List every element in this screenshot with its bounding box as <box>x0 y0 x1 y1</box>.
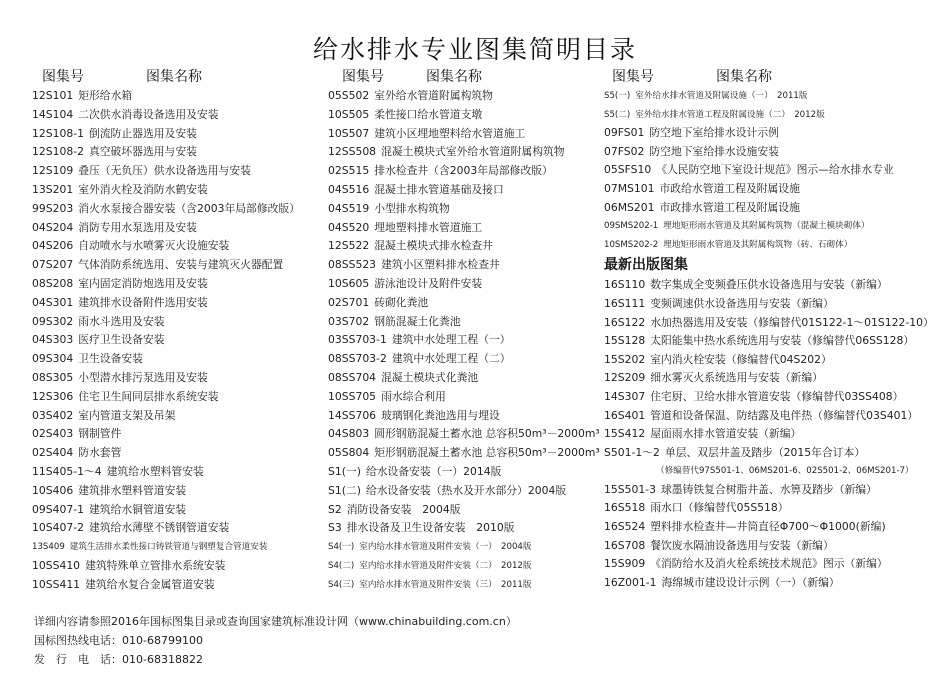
atlas-code: 11S405-1～4 <box>32 464 102 478</box>
atlas-code: 02S701 <box>328 295 370 309</box>
catalog-entry <box>32 87 322 106</box>
atlas-name: 混凝土模块式室外给水管道附属构筑物 <box>381 145 565 159</box>
atlas-code: 12SS508 <box>328 145 377 159</box>
atlas-code: 14S104 <box>32 107 74 121</box>
catalog-entry <box>604 180 946 199</box>
atlas-code: 16S401 <box>604 408 646 422</box>
catalog-entry <box>328 200 606 219</box>
atlas-name: （修编替代97S501-1、06MS201-6、02S501-2、06MS201-7） <box>656 466 914 477</box>
catalog-entry <box>328 482 606 501</box>
catalog-entry <box>328 219 606 238</box>
atlas-name: 住宅卫生间同层排水系统安装 <box>78 389 219 403</box>
atlas-code: S1(二) <box>328 483 361 497</box>
atlas-code: 06MS201 <box>604 200 655 214</box>
header-code: 图集号 <box>42 69 84 85</box>
atlas-name: 室内给水排水管道及附件安装（三） 2011版 <box>359 579 532 590</box>
atlas-name: 混凝土模块式化粪池 <box>381 370 479 384</box>
atlas-name: 矩形钢筋混凝土蓄水池 总容积50m³－2000m³ <box>374 446 600 460</box>
atlas-name: 室内管道支架及吊架 <box>78 408 176 422</box>
atlas-code: 10SS411 <box>32 577 81 591</box>
footer-hotline: 国标图热线电话：010-68799100 <box>34 634 203 647</box>
catalog-entry <box>604 425 946 444</box>
atlas-name: 建筑给水复合金属管道安装 <box>85 577 215 591</box>
atlas-name: 建筑小区塑料排水检查井 <box>381 258 500 272</box>
atlas-name: 防水套管 <box>78 446 122 460</box>
catalog-entry <box>328 143 606 162</box>
atlas-name: 建筑给水塑料管安装 <box>106 464 204 478</box>
catalog-entry <box>328 162 606 181</box>
atlas-code: 16S111 <box>604 296 646 310</box>
catalog-entry <box>32 313 322 332</box>
atlas-name: 消防专用水泵选用及安装 <box>78 220 197 234</box>
catalog-entry <box>32 576 322 595</box>
atlas-name: 《人民防空地下室设计规范》图示—给水排水专业 <box>656 163 894 177</box>
atlas-code: 08SS704 <box>328 370 377 384</box>
atlas-name: 室外消火栓及消防水鹤安装 <box>78 182 208 196</box>
atlas-code: 12S306 <box>32 389 74 403</box>
catalog-entry <box>32 519 322 538</box>
atlas-code: 03SS703-1 <box>328 333 387 347</box>
catalog-entry <box>32 256 322 275</box>
atlas-name: 建筑小区埋地塑料给水管道施工 <box>374 126 526 140</box>
catalog-entry <box>328 256 606 275</box>
atlas-code: 10S507 <box>328 126 370 140</box>
catalog-entry <box>604 388 946 407</box>
atlas-name: 圆形钢筋混凝土蓄水池 总容积50m³－2000m³ <box>374 427 600 441</box>
catalog-entry <box>328 331 606 350</box>
catalog-entry <box>328 501 606 520</box>
catalog-entry <box>328 388 606 407</box>
catalog-entry <box>32 125 322 144</box>
atlas-name: 给水设备安装（热水及开水部分）2004版 <box>365 483 567 497</box>
header-name: 图集名称 <box>426 69 482 85</box>
atlas-name: 小型潜水排污泵选用及安装 <box>78 370 208 384</box>
atlas-name: 变频调速供水设备选用与安装（新编） <box>650 296 834 310</box>
atlas-code: 04S520 <box>328 220 370 234</box>
atlas-code: 15S501-3 <box>604 482 656 496</box>
catalog-entry <box>604 199 946 218</box>
atlas-name: 医疗卫生设备安装 <box>78 333 165 347</box>
catalog-entry <box>328 350 606 369</box>
atlas-name: 埋地矩形雨水管道及其附属构筑物（砖、石砌体） <box>663 239 853 250</box>
atlas-name: 柔性接口给水管道支墩 <box>374 107 483 121</box>
catalog-entry <box>604 518 946 537</box>
catalog-entry <box>32 219 322 238</box>
catalog-entry <box>604 444 946 463</box>
header-code: 图集号 <box>612 69 654 85</box>
atlas-code: 02S515 <box>328 164 370 178</box>
catalog-entry <box>328 407 606 426</box>
atlas-code: 09FS01 <box>604 126 645 140</box>
atlas-code: 10SS410 <box>32 558 81 572</box>
atlas-code: S5(二) <box>604 109 631 120</box>
footer <box>34 612 934 669</box>
catalog-entry <box>604 236 946 255</box>
atlas-name: 建筑给水铜管道安装 <box>88 502 187 516</box>
atlas-name: 市政排水管道工程及附属设施 <box>659 200 800 214</box>
atlas-code: 09SMS202-1 <box>604 221 659 232</box>
atlas-name: 数字集成全变频叠压供水设备选用与安装（新编） <box>650 278 888 292</box>
catalog-entry <box>32 501 322 520</box>
atlas-name: 管道和设备保温、防结露及电伴热（修编替代03S401） <box>650 408 919 422</box>
atlas-name: 水加热器选用及安装（修编替代01S122-1～01S122-10） <box>650 315 934 329</box>
catalog-entry <box>32 388 322 407</box>
atlas-code: 10SMS202-2 <box>604 239 659 250</box>
catalog-entry <box>328 87 606 106</box>
atlas-name: 雨水斗选用及安装 <box>78 314 165 328</box>
catalog-entry <box>604 407 946 426</box>
catalog-entry <box>604 143 946 162</box>
atlas-name: 太阳能集中热水系统选用与安装（修编替代06SS128） <box>650 334 915 348</box>
catalog-entry <box>604 555 946 574</box>
atlas-name: 砖砌化粪池 <box>374 295 429 309</box>
catalog-entry <box>32 294 322 313</box>
atlas-name: 钢制管件 <box>78 427 122 441</box>
catalog-entry <box>604 295 946 314</box>
atlas-code: 10S505 <box>328 107 370 121</box>
catalog-list-right <box>604 87 946 254</box>
catalog-entry <box>328 313 606 332</box>
atlas-name: 防空地下室给排水设计示例 <box>649 126 779 140</box>
atlas-name: 市政给水管道工程及附属设施 <box>659 181 800 195</box>
catalog-entry <box>604 217 946 236</box>
atlas-code: 12S209 <box>604 371 646 385</box>
catalog-entry <box>328 237 606 256</box>
atlas-code: 05S502 <box>328 89 370 102</box>
catalog-entry <box>32 143 322 162</box>
column-header <box>32 68 322 87</box>
atlas-name: 防空地下室给排水设施安装 <box>649 144 779 158</box>
atlas-name: 建筑排水塑料管道安装 <box>78 483 187 497</box>
catalog-entry <box>604 106 946 125</box>
footer-reference-note: 详细内容请参照2016年国标图集目录或查询国家建筑标准设计网（www.chinabuilding.com.cn） <box>34 615 517 628</box>
atlas-code: 04S204 <box>32 220 74 234</box>
atlas-code: 07FS02 <box>604 144 645 158</box>
page-title: 给水排水专业图集简明目录 <box>312 35 637 64</box>
atlas-code: S501-1～2 <box>604 445 660 459</box>
catalog-entry <box>328 576 606 595</box>
atlas-code: 02S404 <box>32 446 74 460</box>
atlas-name: 埋地塑料排水管道施工 <box>374 220 483 234</box>
atlas-code: 16Z001-1 <box>604 575 657 589</box>
catalog-entry <box>328 369 606 388</box>
atlas-name: 玻璃钢化粪池选用与埋设 <box>381 408 500 422</box>
catalog-entry <box>328 106 606 125</box>
atlas-name: 矩形给水箱 <box>78 89 133 102</box>
catalog-entry <box>604 462 946 481</box>
atlas-code: 10S605 <box>328 276 370 290</box>
atlas-code: 12S109 <box>32 164 74 178</box>
atlas-name: 钢筋混凝土化粪池 <box>374 314 461 328</box>
catalog-entry <box>32 369 322 388</box>
catalog-entry <box>32 444 322 463</box>
atlas-name: 单层、双层井盖及踏步（2015年合订本） <box>664 445 866 459</box>
catalog-entry <box>328 557 606 576</box>
atlas-name: 室内消火栓安装（修编替代04S202） <box>650 352 832 366</box>
catalog-entry <box>604 574 946 593</box>
atlas-name: 消火水泵接合器安装（含2003年局部修改版） <box>78 201 301 215</box>
atlas-code: 09S304 <box>32 352 74 366</box>
atlas-name: 室内给水排水管道及附件安装（一） 2004版 <box>359 542 532 553</box>
atlas-code: 08S208 <box>32 276 74 290</box>
atlas-code: 07MS101 <box>604 181 655 195</box>
catalog-entry <box>328 294 606 313</box>
atlas-code: 12S108-1 <box>32 126 84 140</box>
atlas-name: 塑料排水检查井—井筒直径Φ700～Φ1000(新编) <box>650 520 886 534</box>
atlas-name: 餐饮废水隔油设备选用与安装（新编） <box>650 538 834 552</box>
catalog-entry <box>328 444 606 463</box>
catalog-entry <box>32 275 322 294</box>
atlas-name: 建筑给水薄壁不锈钢管道安装 <box>88 521 230 535</box>
atlas-code: 16S518 <box>604 501 646 515</box>
atlas-name: 室内固定消防炮选用及安装 <box>78 276 208 290</box>
catalog-entry <box>32 181 322 200</box>
catalog-entry <box>604 87 946 106</box>
atlas-code: 02S403 <box>32 427 74 441</box>
atlas-name: 真空破坏器选用与安装 <box>88 145 197 159</box>
footer-distribution-phone: 发 行 电 话：010-68318822 <box>34 653 203 666</box>
catalog-entry <box>32 557 322 576</box>
catalog-entry <box>604 314 946 333</box>
atlas-code: S1(一) <box>328 464 361 478</box>
atlas-code: S4(一) <box>328 542 355 553</box>
atlas-code: 14S307 <box>604 389 646 403</box>
atlas-name: 建筑中水处理工程（二） <box>391 352 511 366</box>
catalog-list-left <box>32 87 322 595</box>
atlas-name: 雨水综合利用 <box>381 389 446 403</box>
catalog-entry <box>32 237 322 256</box>
catalog-entry <box>604 369 946 388</box>
atlas-name: 屋面雨水排水管道安装（新编） <box>650 427 802 441</box>
catalog-entry <box>328 463 606 482</box>
atlas-name: 自动喷水与水喷雾灭火设施安装 <box>78 239 230 253</box>
catalog-entry <box>32 350 322 369</box>
catalog-entry <box>604 276 946 295</box>
atlas-code: 16S110 <box>604 278 646 292</box>
atlas-code: 15S202 <box>604 352 646 366</box>
atlas-code: 03S402 <box>32 408 74 422</box>
catalog-entry <box>32 407 322 426</box>
atlas-name: 《消防给水及消火栓系统技术规范》图示（新编） <box>650 557 888 571</box>
atlas-code: S3 <box>328 521 342 535</box>
atlas-code: 15S412 <box>604 427 646 441</box>
atlas-name: 海绵城市建设设计示例（一）（新编） <box>661 575 840 589</box>
atlas-name: 建筑中水处理工程（一） <box>391 333 511 347</box>
catalog-entry <box>32 331 322 350</box>
atlas-code: 16S708 <box>604 538 646 552</box>
catalog-column-right <box>604 68 946 592</box>
atlas-name: 建筑生活排水柔性接口铸铁管道与钢塑复合管道安装 <box>69 542 268 553</box>
catalog-entry <box>604 332 946 351</box>
catalog-entry <box>604 161 946 180</box>
catalog-entry <box>604 537 946 556</box>
atlas-code: 10S406 <box>32 483 74 497</box>
atlas-name: 排水检查井（含2003年局部修改版） <box>374 164 553 178</box>
atlas-code: 10S407-2 <box>32 521 84 535</box>
atlas-name: 建筑特殊单立管排水系统安装 <box>85 558 226 572</box>
catalog-entry <box>604 124 946 143</box>
atlas-name: 倒流防止器选用及安装 <box>88 126 197 140</box>
atlas-name: 室外给水排水管道工程及附属设施（二） 2012版 <box>635 109 825 120</box>
catalog-entry <box>32 106 322 125</box>
catalog-entry <box>328 538 606 557</box>
atlas-name: 二次供水消毒设备选用及安装 <box>78 107 219 121</box>
atlas-code: 09S302 <box>32 314 74 328</box>
catalog-entry <box>32 482 322 501</box>
atlas-code: 08SS703-2 <box>328 352 387 366</box>
catalog-entry <box>328 125 606 144</box>
atlas-code: 05SFS10 <box>604 163 652 177</box>
atlas-name: 混凝土模块式排水检查井 <box>374 239 493 253</box>
atlas-code: 16S524 <box>604 520 646 534</box>
atlas-name: 室外给水排水管道及附属设施（一） 2011版 <box>635 91 808 101</box>
atlas-code: S4(二) <box>328 560 355 571</box>
atlas-name: 叠压（无负压）供水设备选用与安装 <box>78 164 251 178</box>
catalog-entry <box>32 463 322 482</box>
atlas-code: 07S207 <box>32 258 74 272</box>
atlas-code: 13S409 <box>32 542 65 553</box>
catalog-entry <box>32 200 322 219</box>
atlas-code: 12S101 <box>32 89 74 102</box>
atlas-code: 15S128 <box>604 334 646 348</box>
column-header <box>328 68 606 87</box>
catalog-entry <box>328 519 606 538</box>
catalog-column-left <box>32 68 322 595</box>
atlas-code: 08SS523 <box>328 258 377 272</box>
atlas-code: 13S201 <box>32 182 74 196</box>
atlas-name: 雨水口（修编替代05S518） <box>650 501 789 515</box>
atlas-name: 气体消防系统选用、安装与建筑灭火器配置 <box>78 258 284 272</box>
atlas-name: 建筑排水设备附件选用安装 <box>78 295 208 309</box>
atlas-name: 埋地矩形雨水管道及其附属构筑物（混凝土模块砌体） <box>663 221 870 232</box>
atlas-code: 09S407-1 <box>32 502 84 516</box>
header-name: 图集名称 <box>146 69 202 85</box>
catalog-entry <box>604 481 946 500</box>
atlas-code: 04S301 <box>32 295 74 309</box>
catalog-entry <box>32 425 322 444</box>
atlas-name: 混凝土排水管道基础及接口 <box>374 182 504 196</box>
atlas-name: 给水设备安装（一）2014版 <box>365 464 502 478</box>
new-releases-heading: 最新出版图集 <box>604 257 688 274</box>
atlas-name: 球墨铸铁复合树脂井盖、水箅及踏步（新编） <box>660 482 877 496</box>
atlas-name: 住宅厨、卫给水排水管道安装（修编替代03SS408） <box>650 389 904 403</box>
atlas-name: 细水雾灭火系统选用与安装（新编） <box>650 371 823 385</box>
atlas-code: 15S909 <box>604 557 646 571</box>
atlas-code: S4(三) <box>328 579 355 590</box>
atlas-code: 12S108-2 <box>32 145 84 159</box>
atlas-code: S2 <box>328 502 342 516</box>
atlas-code: 04S206 <box>32 239 74 253</box>
atlas-name: 室外给水管道附属构筑物 <box>374 89 493 102</box>
catalog-entry <box>604 499 946 518</box>
atlas-code: 99S203 <box>32 201 74 215</box>
atlas-code: 14SS706 <box>328 408 377 422</box>
atlas-name: 卫生设备安装 <box>78 352 143 366</box>
atlas-code: 10SS705 <box>328 389 377 403</box>
atlas-code: S5(一) <box>604 91 631 101</box>
catalog-entry <box>32 538 322 557</box>
catalog-list-middle <box>328 87 606 595</box>
atlas-code: 04S303 <box>32 333 74 347</box>
catalog-entry <box>328 275 606 294</box>
atlas-name: 排水设备及卫生设备安装 2010版 <box>346 521 515 535</box>
atlas-code: 08S305 <box>32 370 74 384</box>
atlas-code: 04S516 <box>328 182 370 196</box>
atlas-name: 室内给水排水管道及附件安装（二） 2012版 <box>359 560 532 571</box>
atlas-code: 05S804 <box>328 446 370 460</box>
column-header <box>604 68 946 87</box>
header-name: 图集名称 <box>716 69 772 85</box>
atlas-code: 04S803 <box>328 427 370 441</box>
atlas-name: 消防设备安装 2004版 <box>346 502 461 516</box>
atlas-code: 03S702 <box>328 314 370 328</box>
catalog-entry <box>32 162 322 181</box>
header-code: 图集号 <box>342 69 384 85</box>
new-releases-list <box>604 276 946 592</box>
atlas-code: 04S519 <box>328 201 370 215</box>
atlas-name: 游泳池设计及附件安装 <box>374 276 483 290</box>
catalog-entry <box>604 351 946 370</box>
atlas-code: 16S122 <box>604 315 646 329</box>
catalog-column-middle <box>328 68 606 595</box>
atlas-code: 12S522 <box>328 239 370 253</box>
catalog-entry <box>328 425 606 444</box>
catalog-entry <box>328 181 606 200</box>
atlas-name: 小型排水构筑物 <box>374 201 450 215</box>
